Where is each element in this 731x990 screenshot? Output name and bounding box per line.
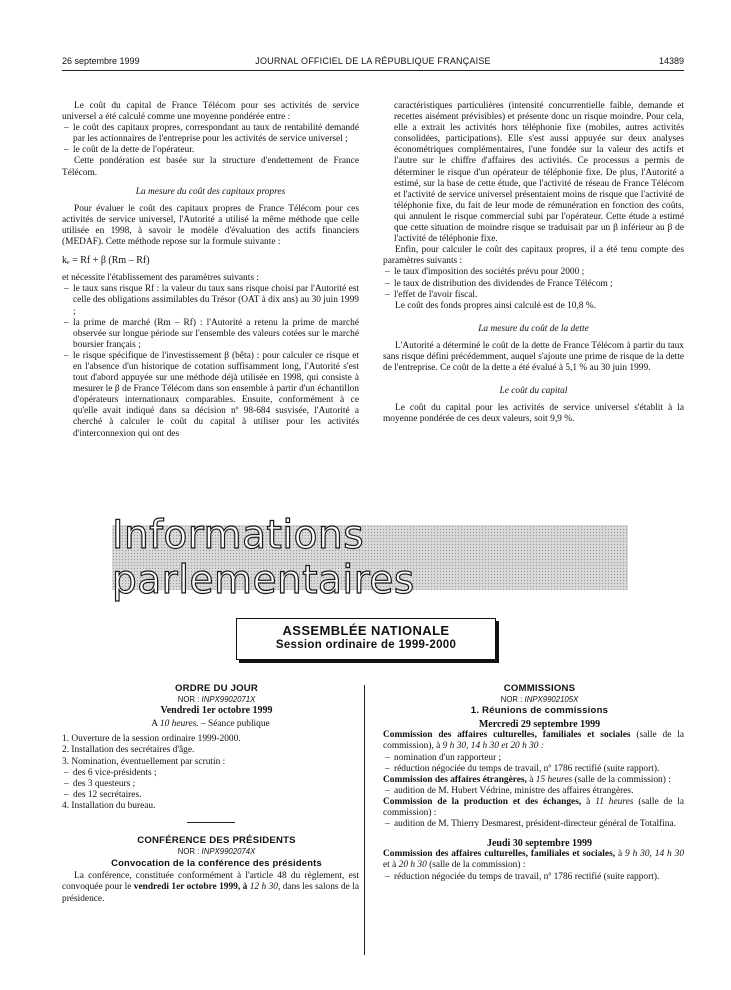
right-column [383,101,684,425]
list-item: – le taux sans risque Rf : la valeur du taux sans risque choisi par l'Autorité est celle des obligations assimilables du Trésor (OAT à dix ans) au 30 juin 1999 ; [62,284,359,317]
time-suffix: – Séance publique [200,719,270,730]
agenda-list [62,734,359,767]
list-item: – le taux de distribution des dividendes de France Télécom ; [383,279,684,290]
list [383,872,684,883]
nor-reference [62,694,359,705]
session-time [62,719,359,730]
list-item: – audition de M. Hubert Védrine, ministre des affaires étrangères. [383,786,684,797]
paragraph: caractéristiques particulières (intensité concurrentielle faible, demande et recettes aisément prévisibles) et présente donc un risque moindre. Pour cela, elle a extrait les activités hors téléphonie fixe (mobiles, autres activités consolidées, participations). Elle s'est aussi appuyée sur deux analyses économétriques complémentaires, l'une fondée sur la valeur des actifs et l'autre sur le chiffre d'affaires des activités. Ce processus a permis de déterminer le risque d'un opérateur de téléphonie fixe. De plus, l'Autorité a estimé, sur la base de cette étude, que l'activité de réseau de France Télécom et l'activité de service universel présentaient moins de risque que l'activité de téléphonie fixe, du fait de leur mode de rémunération en fonction des coûts, qui annulent le risque commercial subi par l'opérateur. Cette étude a estimé que cette situation de moindre risque se traduisait par un β inférieur au β de l'activité de téléphonie fixe. [394,101,684,245]
paragraph: L'Autorité a déterminé le coût de la dette de France Télécom à partir du taux sans risque défini précédemment, auquel s'ajoute une prime de risque de la dette de l'entreprise. Ce coût de la dette a été évalué à 5,1 % au 30 juin 1999. [383,340,684,374]
agenda-item: 3. Nomination, éventuellement par scrutin : [62,756,226,767]
left-column [62,101,359,440]
text-fragment: dans les salons de la présidence. [62,882,359,904]
commissions-title: COMMISSIONS [503,683,576,694]
agenda-subitem: – des 6 vice-présidents ; [62,768,359,779]
list [62,123,359,156]
nor-label: NOR : [177,847,200,857]
assembly-title: ASSEMBLÉE NATIONALE [282,623,450,638]
meeting-time: 9 h 30, 14 h 30 et 20 h 30 : [442,741,544,752]
list-item: – la prime de marché (Rm – Rf) : l'Autorité a retenu la prime de marché observée sur longue période sur l'ensemble des valeurs cotées sur le marché boursier français ; [62,318,359,351]
nor-label: NOR : [500,695,523,705]
list [383,753,684,775]
assembly-box [236,618,496,660]
commission-entry [383,730,684,752]
session-date: Vendredi 1er octobre 1999 [160,705,273,717]
list [383,786,684,797]
conference-title: CONFÉRENCE DES PRÉSIDENTS [137,835,296,847]
commissions-section: 1. Réunions de commissions [470,705,609,717]
text-fragment: et à [383,860,397,871]
meeting-time: 9 h 30, 14 h 30 [625,849,685,860]
divider [187,822,235,823]
nor-reference [383,694,684,705]
list [383,267,684,300]
commission-name: Commission des affaires culturelles, familiales et sociales [383,730,631,741]
nor-code: INPX9902071X [201,695,256,705]
paragraph: et nécessite l'établissement des paramètres suivants : [62,273,259,284]
text-fragment: La conférence, constituée conformément à l'article 48 du règlement, est convoquée pour le [62,871,359,893]
list [383,819,684,830]
text-fragment: à [586,796,591,807]
conference-text [62,871,359,904]
formula: kₑ = Rf + β (Rm – Rf) [62,255,150,267]
text-fragment: (salle de la commission) : [383,796,685,819]
nor-label: NOR : [177,695,200,705]
header-rule [62,70,684,71]
commission-name: Commission de la production et des échanges, [383,796,582,807]
agenda-item: 2. Installation des secrétaires d'âge. [62,745,195,756]
meeting-time: 11 heures [595,796,634,807]
time-prefix: A [151,719,158,730]
paragraph: Cette pondération est basée sur la structure d'endettement de France Télécom. [62,156,359,178]
list-item: – audition de M. Thierry Desmarest, président-directeur général de Totalfina. [383,819,684,830]
bottom-right-column [383,683,684,883]
commission-entry [383,849,684,871]
paragraph: Le coût du capital pour les activités de service universel s'établit à la moyenne pondérée de ces deux valeurs, soit 9,9 %. [383,403,684,425]
paragraph: Enfin, pour calculer le coût des capitaux propres, il a été tenu compte des paramètres suivants : [383,245,684,267]
ordre-du-jour-title: ORDRE DU JOUR [174,683,259,694]
nor-reference [62,846,359,857]
meeting-date: Jeudi 30 septembre 1999 [486,838,593,850]
agenda-list [62,801,359,812]
header-journal-title: JOURNAL OFFICIEL DE LA RÉPUBLIQUE FRANÇAISE [255,56,491,66]
meeting-time: 15 heures [535,774,573,785]
section-heading: Le coût du capital [499,386,568,397]
text-fragment: vendredi 1er octobre 1999, à [133,882,248,893]
text-fragment: (salle de la commission) : [429,860,526,871]
bottom-left-column [62,683,359,905]
paragraph: Le coût des fonds propres ainsi calculé est de 10,8 %. [395,300,596,311]
header-page-number: 14389 [658,56,684,66]
page-header [62,56,684,70]
text-fragment: à [617,849,623,860]
agenda-item: 1. Ouverture de la session ordinaire 1999-2000. [62,734,241,745]
list-item: – nomination d'un rapporteur ; [383,753,684,764]
section-heading: La mesure du coût des capitaux propres [135,186,286,197]
text-fragment: (salle de la commission) : [574,774,671,785]
conference-subtitle: Convocation de la conférence des présidents [111,857,322,869]
list-item: – le coût de la dette de l'opérateur. [62,145,359,156]
nor-code: INPX9902074X [201,847,256,857]
text-fragment: (salle de la commission), à [383,730,684,752]
header-date: 26 septembre 1999 [62,56,140,66]
section-heading: La mesure du coût de la dette [478,323,589,334]
agenda-subitem: – des 3 questeurs ; [62,779,359,790]
session-title: Session ordinaire de 1999-2000 [275,639,457,651]
list-item: – le risque spécifique de l'investissement β (bêta) : pour calculer ce risque et en l'absence d'un historique de cotation suffisamment long, l'Autorité s'est tout d'abord appuyée sur une méthode déjà utilisée en 1998, qui consiste à mesurer le β de France Télécom dans son ensemble à partir d'un échantillon d'opérateurs internationaux comparables. Ensuite, conformément à ce qu'elle avait indiqué dans sa décision nº 98-684 susvisée, l'Autorité a cherché à calculer le coût du capital à utiliser pour les activités d'interconnexion qui ont des [62,351,359,440]
paragraph: Le coût du capital de France Télécom pour ses activités de service universel a été calculé comme une moyenne pondérée entre : [62,101,359,123]
list-item: – réduction négociée du temps de travail, nº 1786 rectifié (suite rapport). [383,872,684,883]
list-item: – réduction négociée du temps de travail, nº 1786 rectifié (suite rapport). [383,764,684,775]
column-divider [364,685,365,955]
text-fragment: 12 h 30, [249,882,281,893]
commission-entry [383,775,684,786]
list-item: – l'effet de l'avoir fiscal. [383,290,684,301]
commission-name: Commission des affaires culturelles, familiales et sociales, [383,849,616,860]
list [62,284,359,439]
agenda-sublist [62,768,359,801]
commission-entry [383,797,684,819]
list-item: – le taux d'imposition des sociétés prévu pour 2000 ; [383,267,684,278]
commission-name: Commission des affaires étrangères, [383,774,527,785]
nor-code: INPX9902105X [524,695,579,705]
meeting-time: 20 h 30 [398,860,427,871]
agenda-item: 4. Installation du bureau. [62,800,156,811]
meeting-date: Mercredi 29 septembre 1999 [478,719,601,731]
agenda-subitem: – des 12 secrétaires. [62,790,359,801]
banner-title: Informations parlementaires [112,512,415,603]
time-value: 10 heures. [159,719,199,730]
list-item: – le coût des capitaux propres, correspondant au taux de rentabilité demandé par les actionnaires de l'entreprise pour les activités de service universel ; [62,123,359,145]
paragraph: Pour évaluer le coût des capitaux propres de France Télécom pour ces activités de service universel, l'Autorité a utilisé la même méthode que celle utilisée en 1998, à savoir le modèle d'évaluation des actifs financiers (MEDAF). Cette méthode repose sur la formule suivante : [62,203,359,248]
text-fragment: à [529,774,534,785]
